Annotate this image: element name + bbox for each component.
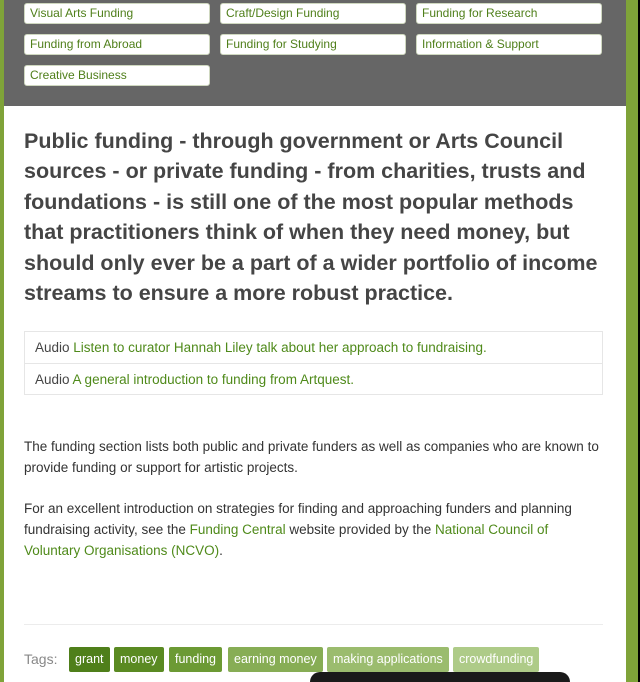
nav-creative-business[interactable]: Creative Business xyxy=(24,65,210,86)
audio-list xyxy=(24,331,603,395)
ncvo-link[interactable]: National Council of Voluntary Organisations (NCVO) xyxy=(24,522,549,558)
overlay-bar xyxy=(310,672,570,682)
audio-item xyxy=(25,363,602,394)
audio-item xyxy=(25,332,602,363)
body-paragraph-1: The funding section lists both public and private funders as well as companies who are known to provide funding or support for artistic projects. xyxy=(24,439,599,475)
paragraph-text: . xyxy=(219,543,223,558)
nav-funding-for-research[interactable]: Funding for Research xyxy=(416,3,602,24)
tag-money[interactable]: money xyxy=(114,647,164,672)
audio-link-hannah-liley[interactable]: Listen to curator Hannah Liley talk about her approach to fundraising. xyxy=(73,340,487,355)
paragraph-text: For an excellent introduction on strategies for finding and approaching funders and planning fundraising activity, see the xyxy=(24,501,572,537)
tag-making-applications[interactable]: making applications xyxy=(327,647,449,672)
audio-prefix: Audio xyxy=(35,372,70,387)
audio-link-artquest-intro[interactable]: A general introduction to funding from Artquest. xyxy=(72,372,354,387)
nav-visual-arts-funding[interactable]: Visual Arts Funding xyxy=(24,3,210,24)
nav-information-support[interactable]: Information & Support xyxy=(416,34,602,55)
funding-nav xyxy=(4,0,626,106)
tag-grant[interactable]: grant xyxy=(69,647,110,672)
nav-craft-design-funding[interactable]: Craft/Design Funding xyxy=(220,3,406,24)
nav-funding-for-studying[interactable]: Funding for Studying xyxy=(220,34,406,55)
lede-paragraph: Public funding - through government or Arts Council sources - or private funding - from charities, trusts and foundations - is still one of the most popular methods that practitioners think of when they need money, but should only ever be a part of a wider portfolio of income streams to ensure a more robust practice. xyxy=(24,129,598,306)
tag-earning-money[interactable]: earning money xyxy=(228,647,323,672)
paragraph-text: website provided by the xyxy=(285,522,435,537)
tag-crowdfunding[interactable]: crowdfunding xyxy=(453,647,539,672)
tag-funding[interactable]: funding xyxy=(169,647,222,672)
nav-funding-from-abroad[interactable]: Funding from Abroad xyxy=(24,34,210,55)
content-panel xyxy=(4,0,626,682)
body-paragraph-2 xyxy=(24,498,599,561)
tags-label: Tags: xyxy=(24,651,58,667)
audio-prefix: Audio xyxy=(35,340,70,355)
divider xyxy=(24,624,603,625)
funding-central-link[interactable]: Funding Central xyxy=(189,522,286,537)
